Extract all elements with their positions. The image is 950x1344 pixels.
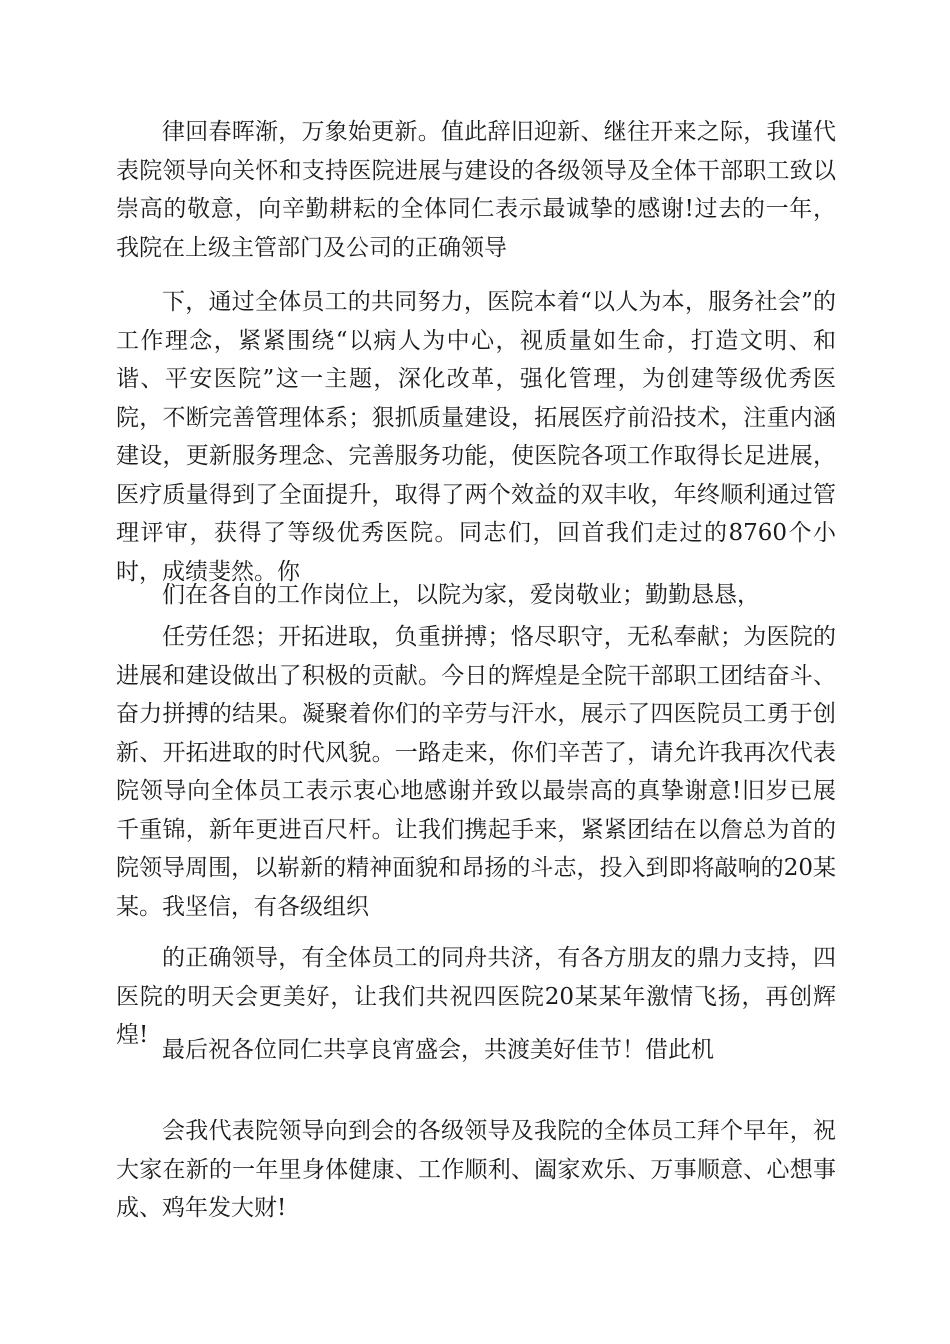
paragraph-staff-dedication: 们在各自的工作岗位上，以院为家，爱岗敬业；勤勤恳恳， [162,582,760,608]
paragraph-wishes-end: 会我代表院领导向到会的各级领导及我院的全体员工拜个早年，祝大家在新的一年里身体健康、工作顺利、阖家欢乐、万事顺意、心想事成、鸡年发大财! [116,1118,836,1221]
paragraph-achievements: 下，通过全体员工的共同努力，医院本着“以人为本，服务社会”的工作理念，紧紧围绕“以病人为中心，视质量如生命，打造文明、和谐、平安医院”这一主题，深化改革，强化管理，为创建等级优秀医院，不断完善管理体系；狠抓质量建设，拓展医疗前沿技术，注重内涵建设，更新服务理念、完善服务功能，使医院各项工作取得长足进展，医疗质量得到了全面提升，取得了两个效益的双丰收，年终顺利通过管理评审，获得了等级优秀医院。同志们，回首我们走过的8760个小时，成绩斐然。你 [116,289,836,585]
paragraph-gratitude: 任劳任怨；开拓进取，负重拼搏；恪尽职守，无私奉献；为医院的进展和建设做出了积极的贡献。今日的辉煌是全院干部职工团结奋斗、奋力拼搏的结果。凝聚着你们的辛劳与汗水，展示了四医院员工勇于创新、开拓进取的时代风貌。一路走来，你们辛苦了，请允许我再次代表院领导向全体员工表示衷心地感谢并致以最崇高的真挚谢意!旧岁已展千重锦，新年更进百尺杆。让我们携起手来，紧紧团结在以詹总为首的院领导周围，以崭新的精神面貌和昂扬的斗志，投入到即将敲响的20某某。我坚信，有各级组织 [116,624,836,920]
paragraph-future: 的正确领导，有全体员工的同舟共济，有各方朋友的鼎力支持，四医院的明天会更美好，让我们共祝四医院20某某年激情飞扬，再创辉煌! [116,945,836,1048]
paragraph-wishes-start: 最后祝各位同仁共享良宵盛会，共渡美好佳节！借此机 [162,1037,714,1063]
paragraph-opening: 律回春晖渐，万象始更新。值此辞旧迎新、继往开来之际，我谨代表院领导向关怀和支持医院进展与建设的各级领导及全体干部职工致以崇高的敬意，向辛勤耕耘的全体同仁表示最诚挚的感谢!过去的一年，我院在上级主管部门及公司的正确领导 [116,119,836,261]
